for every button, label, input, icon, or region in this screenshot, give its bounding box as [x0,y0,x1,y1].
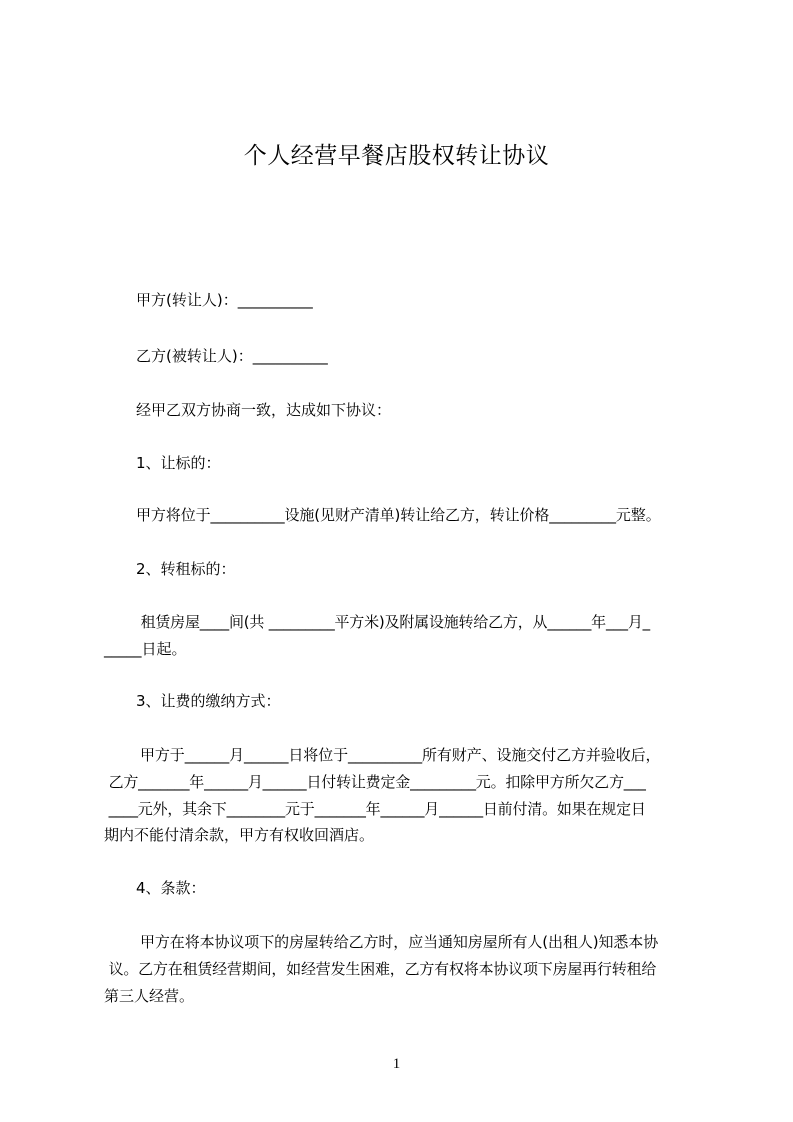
section-3-line-3: ____元外，其余下________元于_______年______月______日前付清。如果在规定日 [104,800,646,818]
section-2-heading: 2、转租标的： [136,560,236,578]
section-3-line-4: 期内不能付清余款，甲方有权收回酒店。 [104,826,375,844]
section-4-heading: 4、条款： [136,879,206,897]
section-1-heading: 1、让标的： [136,454,221,472]
page-number: 1 [392,1056,401,1072]
section-3-line-2: 乙方_______年______月______日付转让费定金_________元。扣除甲方所欠乙方___ [104,773,646,791]
section-4-line-3: 第三人经营。 [104,987,195,1005]
section-4-line-1: 甲方在将本协议项下的房屋转给乙方时，应当通知房屋所有人(出租人)知悉本协 [140,933,659,951]
party-a-line: 甲方(转让人)：__________ [136,291,313,309]
document-title: 个人经营早餐店股权转让协议 [243,143,550,169]
section-3-heading: 3、让费的缴纳方式： [136,692,281,710]
section-2-line-2: _____日起。 [104,640,187,658]
section-2-line-1: 租赁房屋____间(共 _________平方米)及附属设施转给乙方，从______年___月_ [136,613,650,631]
party-b-line: 乙方(被转让人)：__________ [136,347,328,365]
section-3-line-1: 甲方于______月______日将位于__________所有财产、设施交付乙方并验收后， [140,746,661,764]
section-1-text: 甲方将位于__________设施(见财产清单)转让给乙方，转让价格_________元整。 [136,506,661,524]
preamble-text: 经甲乙双方协商一致，达成如下协议： [136,401,392,419]
section-4-line-2: 议。乙方在租赁经营期间，如经营发生困难，乙方有权将本协议项下房屋再行转租给 [104,960,657,978]
